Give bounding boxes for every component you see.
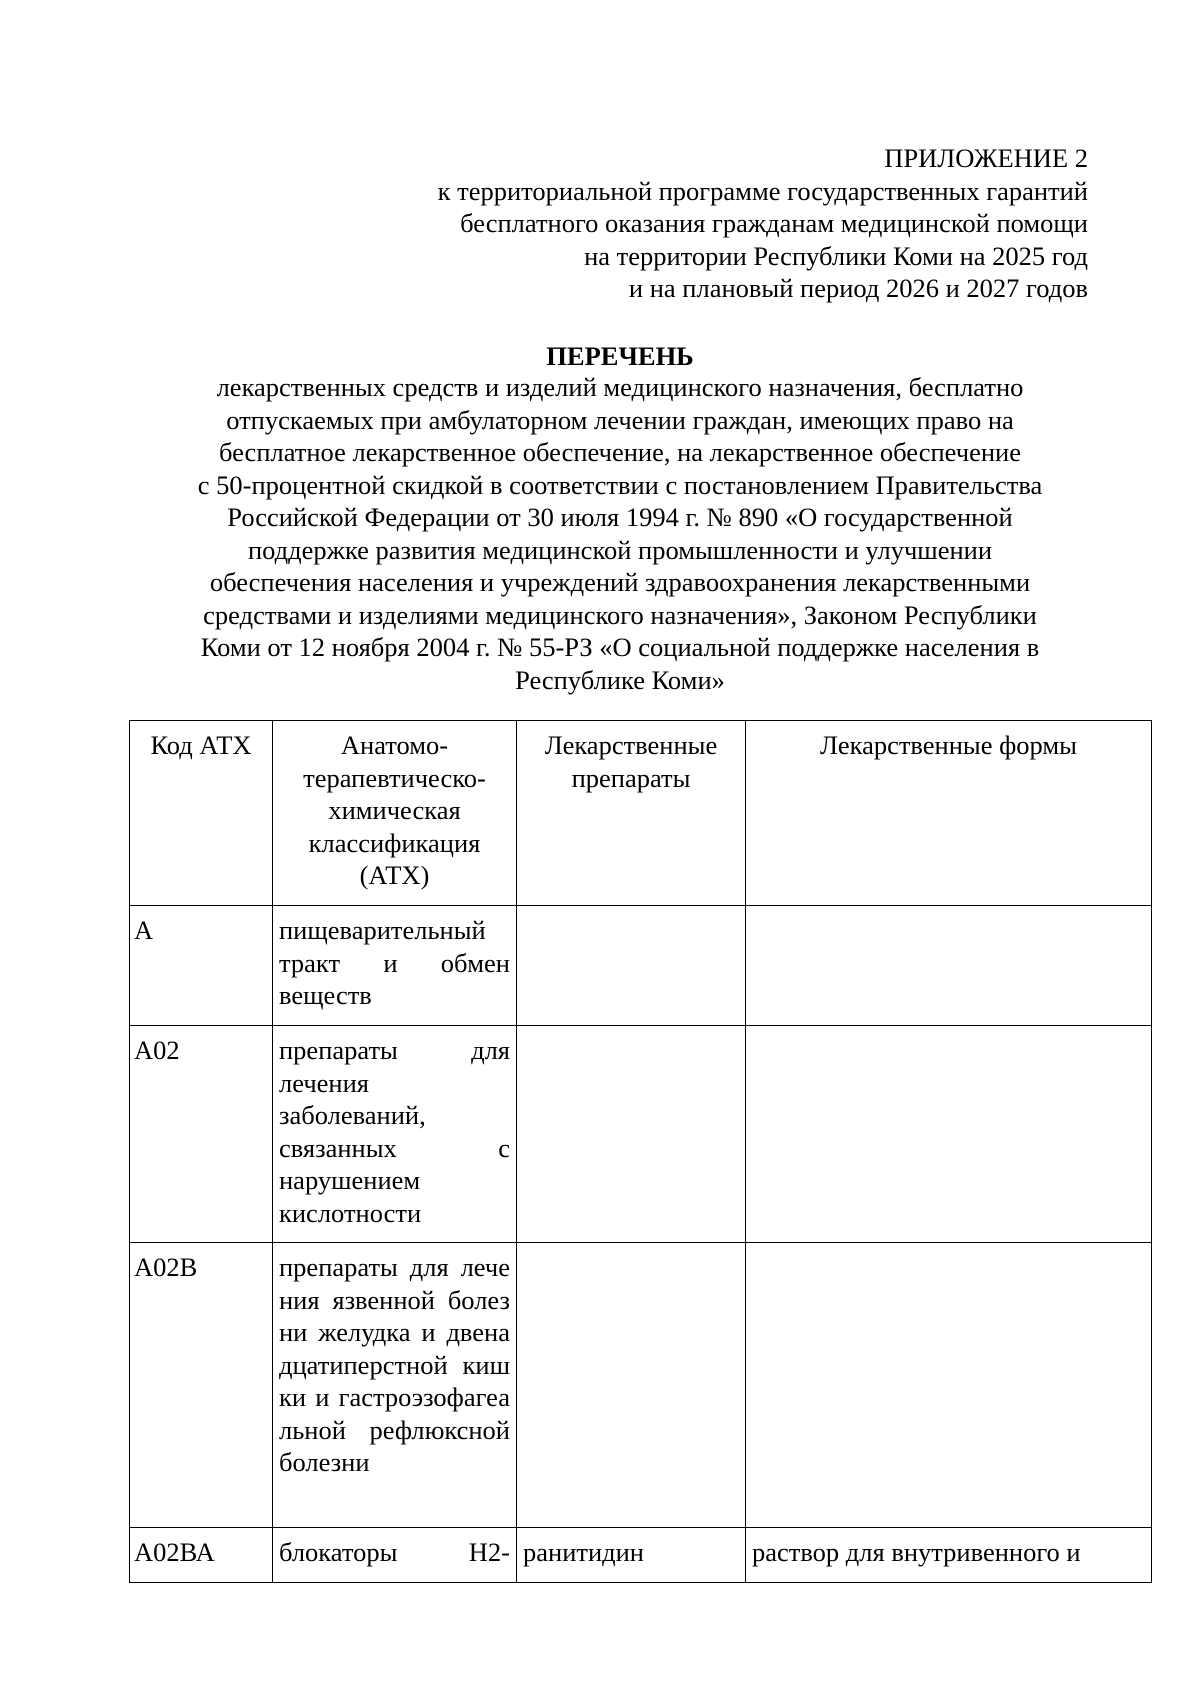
subtitle-line-2: отпускаемых при амбулаторном лечении граждан, имеющих право на: [226, 404, 1014, 435]
table-row: [130, 1026, 1152, 1243]
row-atc-name: блокаторы Н2-: [273, 1528, 517, 1583]
table-row: [130, 1528, 1152, 1583]
row-form: [746, 1243, 1152, 1528]
document-title: ПЕРЕЧЕНЬ: [546, 341, 694, 371]
subtitle-line-8: средствами и изделиями медицинского назначения», Законом Республики: [203, 599, 1037, 630]
table-row: [130, 906, 1152, 1026]
subtitle-line-4: с 50-процентной скидкой в соответствии с постановлением Правительства: [197, 469, 1043, 500]
row-atc-name: пищеварительный тракт и обмен веществ: [273, 906, 517, 1026]
header-code-atc: Код АТХ: [130, 721, 273, 906]
header-atc-classification: Анатомо-терапевтическо-химическая классификация (АТХ): [273, 721, 517, 906]
table-header-row: [130, 721, 1152, 906]
subtitle-line-9: Коми от 12 ноября 2004 г. № 55-РЗ «О социальной поддержке населения в: [200, 632, 1040, 662]
row-drug: ранитидин: [517, 1528, 746, 1583]
row-drug: [517, 906, 746, 1026]
row-code: А02В: [130, 1243, 273, 1528]
drug-list-table: [129, 720, 1152, 1583]
row-code: А: [130, 906, 273, 1026]
row-form: [746, 1026, 1152, 1243]
row-drug: [517, 1026, 746, 1243]
document-subtitle: [120, 371, 1120, 696]
row-form: [746, 906, 1152, 1026]
subtitle-line-7: обеспечения населения и учреждений здравоохранения лекарственными: [209, 567, 1031, 597]
subtitle-line-10: Республике Коми»: [515, 664, 725, 695]
subtitle-line-1: лекарственных средств и изделий медицинского назначения, бесплатно: [216, 372, 1024, 402]
subtitle-line-3: бесплатное лекарственное обеспечение, на лекарственное обеспечение: [219, 437, 1021, 467]
appendix-line-3: бесплатного оказания гражданам медицинской помощи: [460, 208, 1088, 238]
row-atc-name: препараты для лечения заболеваний, связанных с нарушением кислотности: [273, 1026, 517, 1243]
subtitle-line-5: Российской Федерации от 30 июля 1994 г. № 890 «О государственной: [227, 502, 1013, 532]
header-drugs: Лекарственные препараты: [517, 721, 746, 906]
header-dosage-forms: Лекарственные формы: [746, 721, 1152, 906]
row-atc-name: препараты для лечения язвенной болезни желудка и двенадцатиперстной кишки и гастроэзофагеальной рефлюксной болезни: [273, 1243, 517, 1528]
row-code: А02ВА: [130, 1528, 273, 1583]
appendix-line-2: к территориальной программе государственных гарантий: [437, 175, 1088, 206]
appendix-line-1: ПРИЛОЖЕНИЕ 2: [884, 143, 1088, 173]
table-row: [130, 1243, 1152, 1528]
row-drug: [517, 1243, 746, 1528]
appendix-heading: [328, 142, 1088, 305]
appendix-line-4: на территории Республики Коми на 2025 год: [584, 240, 1088, 271]
appendix-line-5: и на плановый период 2026 и 2027 годов: [628, 273, 1088, 303]
row-form: раствор для внутривенного и: [746, 1528, 1152, 1583]
subtitle-line-6: поддержке развития медицинской промышленности и улучшении: [247, 534, 993, 565]
row-code: А02: [130, 1026, 273, 1243]
